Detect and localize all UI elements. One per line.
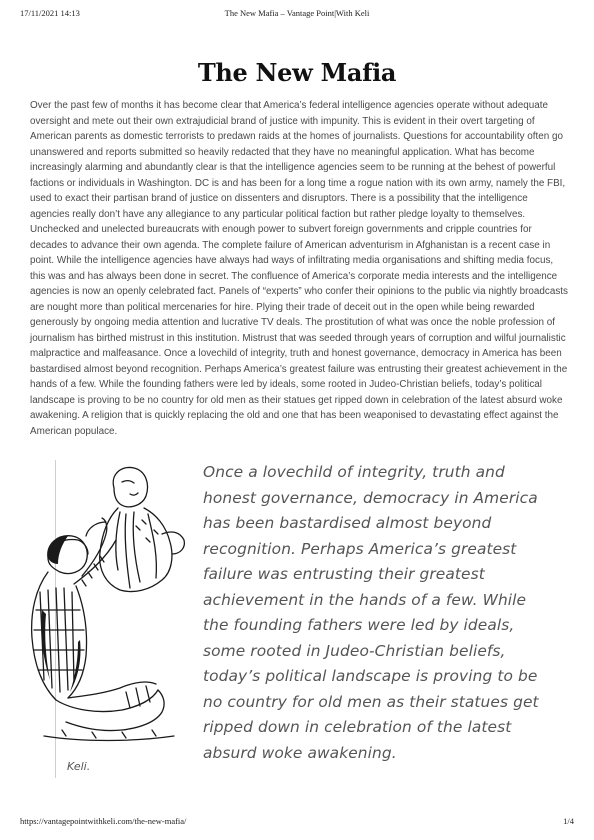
article-title: The New Mafia (197, 58, 397, 87)
page-number: 1/4 (563, 816, 574, 826)
pull-quote: Once a lovechild of integrity, truth and honest governance, democracy in America has been bastardised almost beyond recognition. Perhaps America’s greatest failure was entrusting their greatest achievement in the hands of a few. While the founding fathers were led by ideals, some rooted in Judeo-Christian beliefs, today’s political landscape is proving to be no country for old men as their statues get ripped down in celebration of the latest absurd woke awakening. (203, 463, 539, 762)
print-header (20, 8, 574, 22)
print-datetime: 17/11/2021 14:13 (20, 8, 80, 18)
print-doc-title: The New Mafia – Vantage Point|With Keli (224, 8, 370, 18)
print-url: https://vantagepointwithkeli.com/the-new-mafia/ (20, 816, 187, 826)
print-footer (20, 816, 574, 830)
father-lifting-child-illustration (22, 460, 192, 750)
image-caption: Keli. (67, 760, 91, 773)
article-body: Over the past few of months it has become clear that America’s federal intelligence agencies operate without adequate oversight and mete out their own extrajudicial brand of justice with impunity. This is evident in their overt targeting of American parents as domestic terrorists to predawn raids at the homes of journalists. Questions for accountability often go unanswered and reports submitted so heavily redacted that they have no meaningful application. What has become increasingly alarming and abundantly clear is that the intelligence agencies seem to be running at the behest of powerful factions or individuals in Washington. DC is and has been for a long time a rogue nation with its own army, namely the FBI, used to exact their partisan brand of justice on dissenters and disruptors. There is a possibility that the intelligence agencies really don’t have any allegiance to any particular political faction but rather pledge loyalty to themselves. Unchecked and unelected bureaucrats with enough power to subvert foreign governments and cripple countries for decades to advance their own agenda. The complete failure of American adventurism in Afghanistan is a recent case in point. While the intelligence agencies have always had ways of infiltrating media organisations and shifting media focus, this was and has always been done in secret. The confluence of America’s corporate media interests and the intelligence agencies is now an openly celebrated fact. Panels of “experts” who confer their opinions to the public via nightly broadcasts are nought more than political mercenaries for hire. Plying their trade of deceit out in the open while being rewarded generously by ongoing media attention and lucrative TV deals. The prostitution of what was once the noble profession of journalism has birthed mistrust in this institution. Mistrust that was seeded through years of corruption and wilful journalistic malpractice and malfeasance. Once a lovechild of integrity, truth and honest governance, democracy in America has been bastardised almost beyond recognition. Perhaps America’s greatest failure was entrusting their greatest achievement in the hands of a few. While the founding fathers were led by ideals, some rooted in Judeo-Christian beliefs, today’s political landscape is proving to be no country for old men as their statues get ripped down in celebration of the latest absurd woke awakening. A religion that is quickly replacing the old and one that has been weaponised to devastating effect against the American populace. (30, 100, 568, 437)
